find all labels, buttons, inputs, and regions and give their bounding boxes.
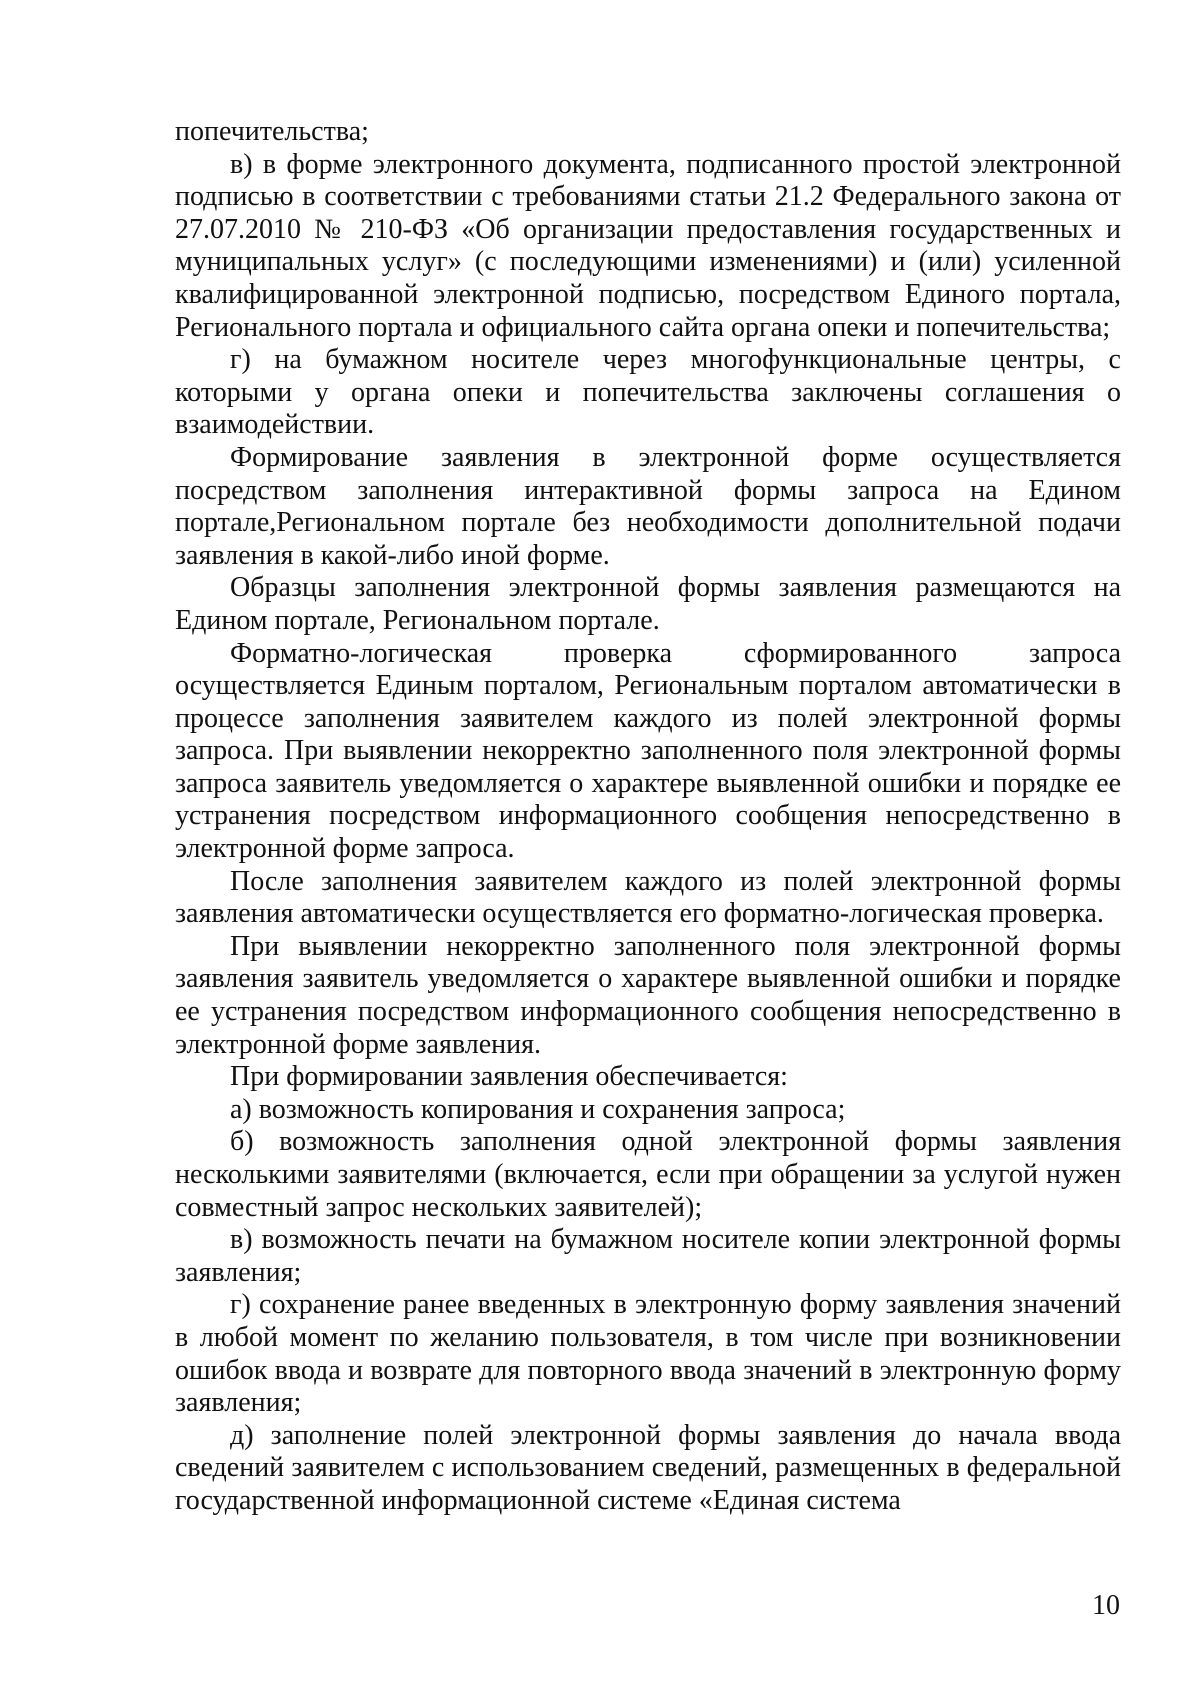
paragraph-provisions-intro: При формировании заявления обеспечивается: — [230, 1061, 788, 1093]
paragraph-item-v-electronic: в) в форме электронного документа, подписанного простой электронной подписью в соответствии с требованиями статьи 21.2 Федерального закона от 27.07.2010 № 210-ФЗ «Об организации предоставления государственных и муниципальных услуг» (с последующими изменениями) и (или) усиленной квалифицированной электронной подписью, посредством Единого портала, Регионального портала и официального сайта органа опеки и попечительства; — [175, 148, 1121, 343]
paragraph-samples: Образцы заполнения электронной формы заявления размещаются на Едином портале, Региональном портале. — [175, 572, 1121, 636]
paragraph-error-notice: При выявлении некорректно заполненного поля электронной формы заявления заявитель уведомляется о характере выявленной ошибки и порядке ее устранения посредством информационного сообщения непосредственно в электронной форме заявления. — [175, 930, 1121, 1060]
paragraph-format-check: Форматно-логическая проверка сформированного запроса осуществляется Единым порталом, Региональным порталом автоматически в процессе заполнения заявителем каждого из полей электронной формы запроса. При выявлении некорректно заполненного поля электронной формы запроса заявитель уведомляется о характере выявленной ошибки и порядке ее устранения посредством информационного сообщения непосредственно в электронной форме запроса. — [175, 637, 1121, 865]
list-item-v: в) возможность печати на бумажном носителе копии электронной формы заявления; — [175, 1224, 1121, 1288]
list-item-g: г) сохранение ранее введенных в электронную форму заявления значений в любой момент по желанию пользователя, в том числе при возникновении ошибок ввода и возврате для повторного ввода значений в электронную форму заявления; — [175, 1289, 1121, 1419]
paragraph-item-g-paper: г) на бумажном носителе через многофункциональные центры, с которыми у органа опеки и попечительства заключены соглашения о взаимодействии. — [175, 344, 1121, 441]
list-item-a: а) возможность копирования и сохранения запроса; — [230, 1093, 846, 1125]
document-body — [175, 116, 1121, 1518]
list-item-b: б) возможность заполнения одной электронной формы заявления несколькими заявителями (включается, если при обращении за услугой нужен совместный запрос нескольких заявителей); — [175, 1126, 1121, 1223]
paragraph-form-creation: Формирование заявления в электронной форме осуществляется посредством заполнения интерактивной формы запроса на Едином портале,Региональном портале без необходимости дополнительной подачи заявления в какой-либо иной форме. — [175, 441, 1121, 571]
paragraph-continuation: попечительства; — [175, 116, 369, 147]
paragraph-auto-check: После заполнения заявителем каждого из полей электронной формы заявления автоматически осуществляется его форматно-логическая проверка. — [175, 865, 1121, 930]
list-item-d: д) заполнение полей электронной формы заявления до начала ввода сведений заявителем с использованием сведений, размещенных в федеральной государственной информационной системе «Единая система — [175, 1419, 1121, 1516]
page-number: 10 — [1092, 1590, 1120, 1621]
